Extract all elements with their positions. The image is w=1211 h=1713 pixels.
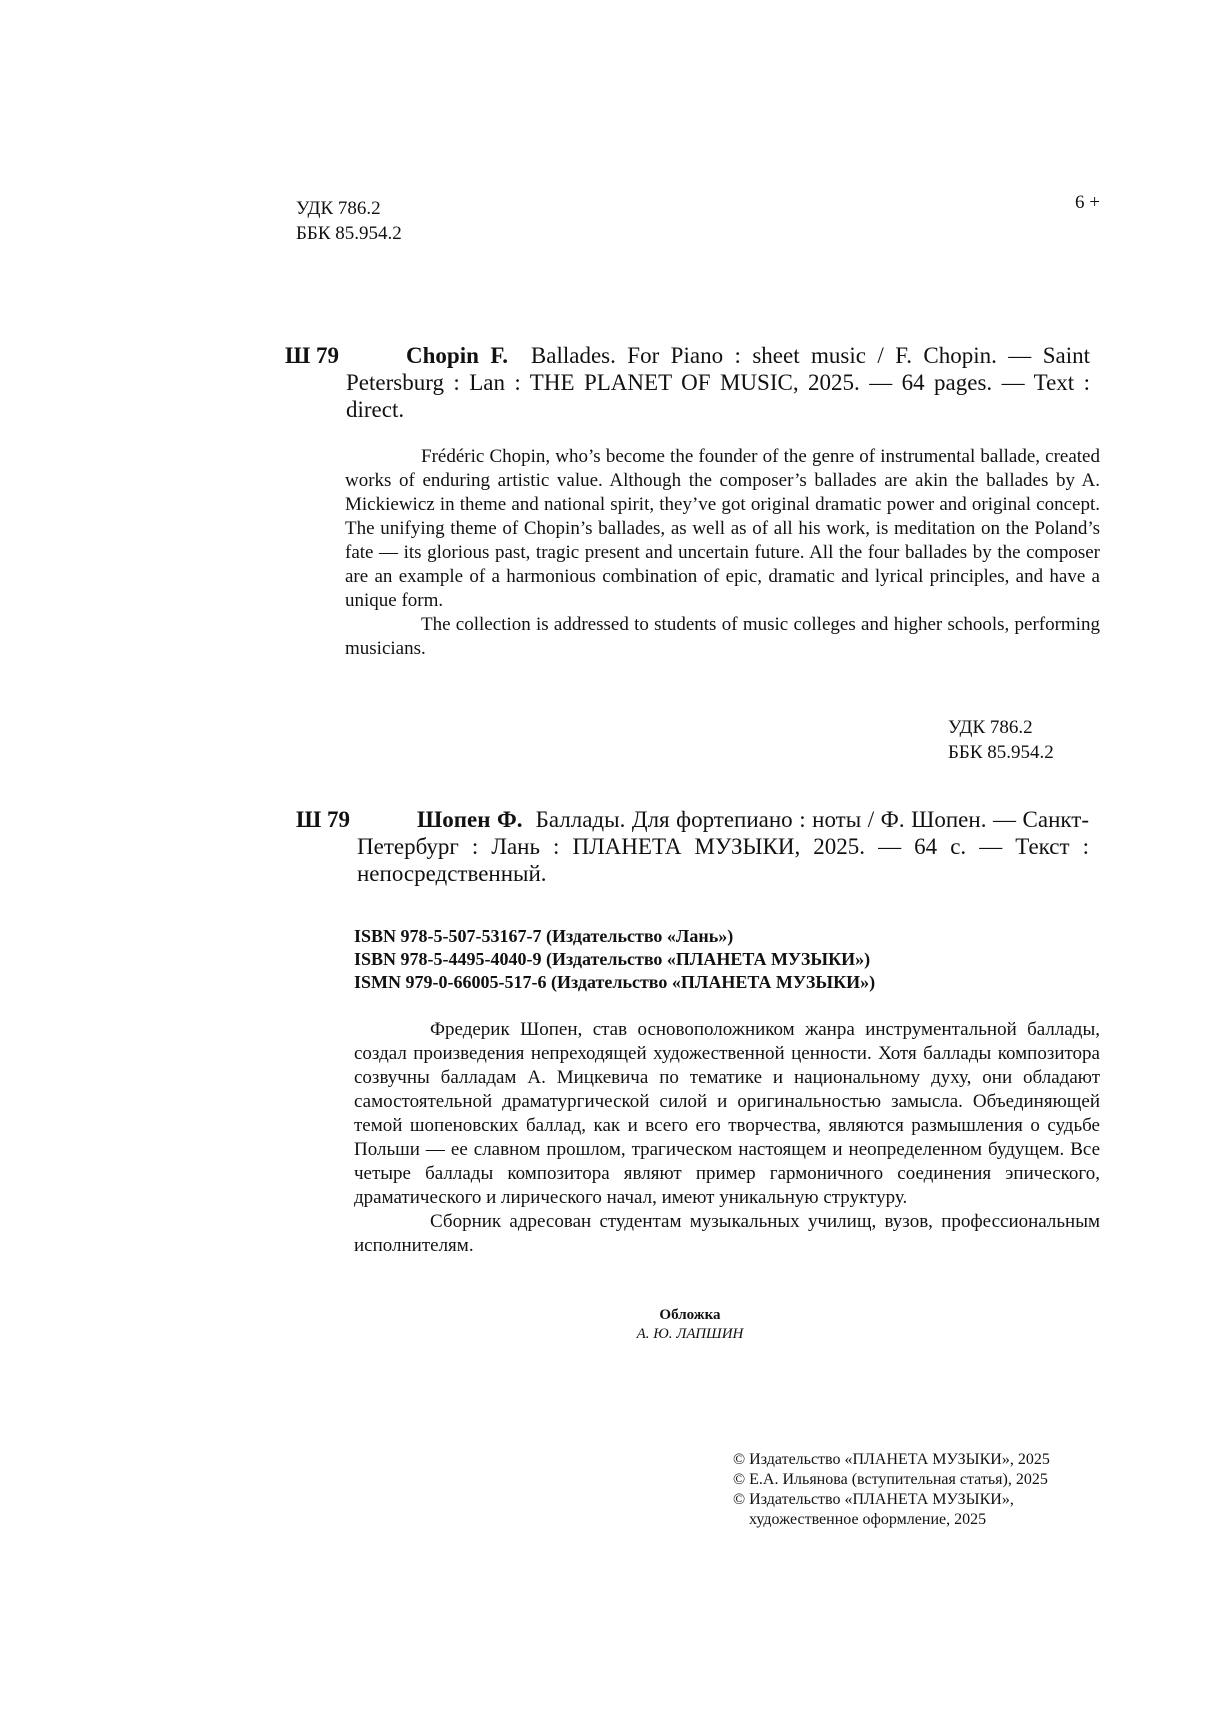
english-annotation-paragraph: Frédéric Chopin, who’s become the founder of the genre of instrumental ballade, created works of enduring artistic value. Although the composer’s ballades are akin the ballades by A. Mickiewicz in theme and national spirit, they’ve got original dramatic power and original concept. The unifying theme of Chopin’s ballades, as well as of all his work, is meditation on the Poland’s fate — its glorious past, tragic present and uncertain future. All the four ballades by the composer are an example of a harmonious combination of epic, dramatic and lyrical principles, and have a unique form. xyxy=(345,446,1100,611)
shelf-mark: Ш 79 xyxy=(285,343,340,368)
russian-entry-body xyxy=(357,806,1089,887)
author-name: Шопен Ф. xyxy=(417,807,523,832)
russian-annotation-paragraph: Сборник адресован студентам музыкальных училищ, вузов, профессиональным исполнителям. xyxy=(354,1211,1100,1256)
copyright-line: © Издательство «ПЛАНЕТА МУЗЫКИ», xyxy=(733,1491,1014,1508)
isbn-block xyxy=(354,925,875,994)
top-classification-codes xyxy=(296,196,402,246)
udk-code: УДК 786.2 xyxy=(948,717,1033,738)
cover-designer: А. Ю. ЛАПШИН xyxy=(636,1326,744,1342)
russian-annotation-paragraph: Фредерик Шопен, став основоположником жанра инструментальной баллады, создал произведения непреходящей художественной ценности. Хотя баллады композитора созвучны балладам А. Мицкевича по тематике и национальному духу, они обладают самостоятельной драматургической силой и оригинальностью замысла. Объединяющей темой шопеновских баллад, как и всего его творчества, являются размышления о судьбе Польши — ее славном прошлом, трагическом настоящем и неопределенном будущем. Все четыре баллады композитора являют пример гармоничного соединения эпического, драматического и лирического начал, имеют уникальную структуру. xyxy=(354,1019,1100,1208)
english-entry-body xyxy=(346,342,1090,423)
isbn-line: ISBN 978-5-507-53167-7 (Издательство «Лань») xyxy=(354,926,734,946)
copyright-line: художественное оформление, 2025 xyxy=(749,1511,987,1528)
bbk-code: ББК 85.954.2 xyxy=(296,223,402,244)
author-name: Chopin F. xyxy=(406,343,509,368)
copyright-block xyxy=(733,1450,1050,1530)
cover-credit xyxy=(560,1306,820,1344)
english-entry-text: Ballades. For Piano : sheet music / F. Chopin. — Saint Petersburg : Lan : THE PLANET OF MUSIC, 2025. — 64 pages. — Text : direct. xyxy=(346,343,1091,422)
russian-catalog-entry xyxy=(296,806,1089,896)
russian-classification-codes xyxy=(948,715,1054,765)
ismn-line: ISMN 979-0-66005-517-6 (Издательство «ПЛАНЕТА МУЗЫКИ») xyxy=(354,972,876,992)
cover-label: Обложка xyxy=(659,1307,721,1323)
russian-entry-text: Баллады. Для фортепиано : ноты / Ф. Шопен. — Санкт-Петербург : Лань : ПЛАНЕТА МУЗЫКИ, 2025. — 64 с. — Текст : непосредственный. xyxy=(357,807,1089,886)
age-rating: 6 + xyxy=(1075,192,1100,213)
udk-code: УДК 786.2 xyxy=(296,198,381,219)
russian-annotation xyxy=(354,1018,1100,1258)
copyright-line: © Издательство «ПЛАНЕТА МУЗЫКИ», 2025 xyxy=(733,1451,1050,1468)
english-annotation-paragraph: The collection is addressed to students of music colleges and higher schools, performing musicians. xyxy=(345,614,1100,659)
isbn-line: ISBN 978-5-4495-4040-9 (Издательство «ПЛАНЕТА МУЗЫКИ») xyxy=(354,949,871,969)
english-catalog-entry xyxy=(285,342,1090,432)
bbk-code: ББК 85.954.2 xyxy=(948,742,1054,763)
english-annotation xyxy=(345,445,1100,661)
copyright-line: © Е.А. Ильянова (вступительная статья), 2025 xyxy=(733,1471,1048,1488)
shelf-mark: Ш 79 xyxy=(296,807,351,832)
